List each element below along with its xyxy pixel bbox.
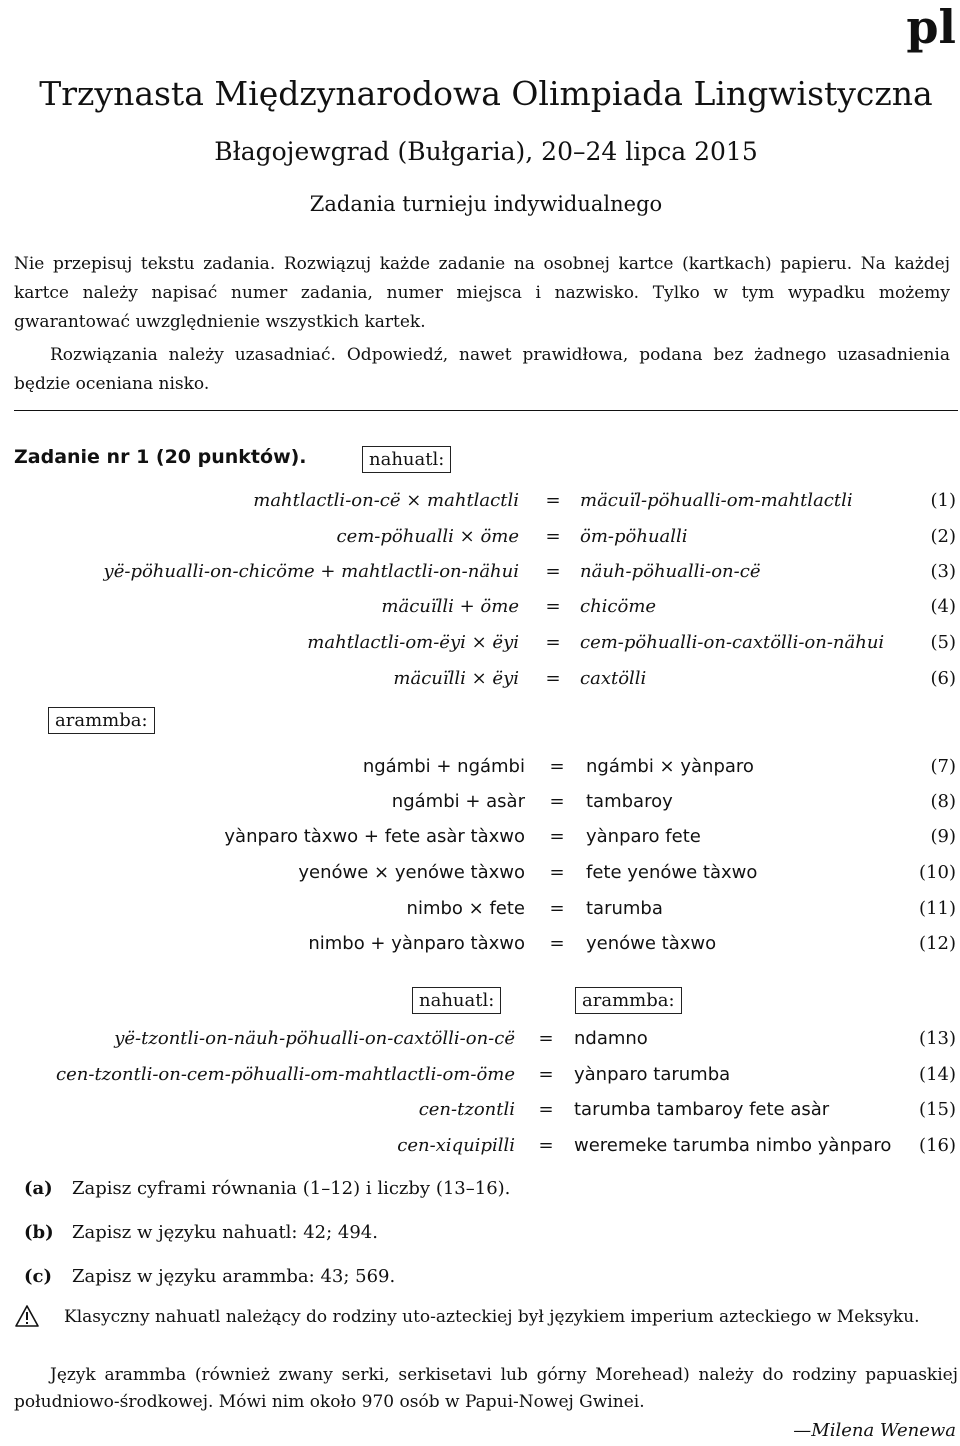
nahuatl-column-label: nahuatl: [412, 987, 501, 1014]
equation-row [0, 668, 960, 700]
equation-row [0, 826, 960, 858]
equation-number: (8) [930, 791, 956, 812]
equation-row [0, 526, 960, 558]
note-nahuatl: Klasyczny nahuatl należący do rodziny uto-azteckiej był językiem imperium azteckiego w Meksyku. [64, 1307, 920, 1327]
question-a [24, 1178, 510, 1199]
equation-rhs: cem-pöhualli-on-caxtölli-on-nähui [580, 632, 885, 653]
equation-rhs: caxtölli [580, 668, 647, 689]
equation-number: (15) [919, 1099, 956, 1120]
arammba-column-label: arammba: [575, 987, 682, 1014]
equation-lhs: yë-tzontli-on-näuh-pöhualli-on-caxtölli-on-cë [114, 1028, 515, 1049]
equals-sign: = [538, 1064, 554, 1085]
equation-rhs: ndamno [574, 1028, 648, 1049]
equation-row [0, 596, 960, 628]
equation-row [0, 561, 960, 593]
equals-sign: = [545, 668, 561, 689]
equation-number: (6) [930, 668, 956, 689]
equation-number: (14) [919, 1064, 956, 1085]
equals-sign: = [545, 596, 561, 617]
nahuatl-label-box: nahuatl: [362, 446, 451, 473]
equals-sign: = [545, 490, 561, 511]
language-code: pl [906, 0, 956, 54]
instructions-paragraph-2: Rozwiązania należy uzasadniać. Odpowiedź, nawet prawidłowa, podana bez żadnego uzasadnienia będzie oceniana nisko. [14, 345, 950, 394]
equation-number: (12) [919, 933, 956, 954]
equation-row [0, 862, 960, 894]
equals-sign: = [549, 756, 565, 777]
arammba-label-box: arammba: [48, 707, 155, 734]
equation-number: (2) [930, 526, 956, 547]
equation-lhs: cen-xiquipilli [397, 1135, 515, 1156]
note-arammba: Język arammba (również zwany serki, serkisetavi lub górny Morehead) należy do rodziny papuaskiej południowo-środkowej. Mówi nim około 970 osób w Papui-Nowej Gwinei. [14, 1365, 958, 1412]
equation-row [0, 1135, 960, 1167]
equals-sign: = [538, 1099, 554, 1120]
equation-number: (1) [930, 490, 956, 511]
equation-rhs: yànparo fete [586, 826, 701, 847]
equation-rhs: öm-pöhualli [580, 526, 688, 547]
equation-rhs: tarumba [586, 898, 663, 919]
equals-sign: = [549, 898, 565, 919]
equation-rhs: yànparo tarumba [574, 1064, 731, 1085]
equation-rhs: weremeke tarumba nimbo yànparo [574, 1135, 892, 1156]
question-label: (c) [24, 1266, 52, 1287]
equation-rhs: näuh-pöhualli-on-cë [580, 561, 761, 582]
equals-sign: = [538, 1028, 554, 1049]
equation-lhs: cen-tzontli [418, 1099, 515, 1120]
equation-lhs: cen-tzontli-on-cem-pöhualli-om-mahtlactli-om-öme [56, 1064, 515, 1085]
equation-number: (9) [930, 826, 956, 847]
equation-row [0, 490, 960, 522]
question-text: Zapisz w języku nahuatl: 42; 494. [72, 1222, 378, 1243]
equation-row [0, 898, 960, 930]
equation-lhs: yë-pöhualli-on-chicöme + mahtlactli-on-nähui [103, 561, 519, 582]
equation-row [0, 632, 960, 664]
horizontal-rule [14, 410, 958, 411]
question-text: Zapisz w języku arammba: 43; 569. [72, 1266, 396, 1287]
equation-number: (4) [930, 596, 956, 617]
equation-row [0, 1099, 960, 1131]
equation-number: (10) [919, 862, 956, 883]
equals-sign: = [545, 632, 561, 653]
equation-number: (5) [930, 632, 956, 653]
equation-rhs: tambaroy [586, 791, 673, 812]
equals-sign: = [545, 526, 561, 547]
equation-row [0, 791, 960, 823]
equation-lhs: nimbo × fete [406, 898, 525, 919]
question-b [24, 1222, 378, 1243]
page-subtitle: Błagojewgrad (Bułgaria), 20–24 lipca 2015 [214, 137, 758, 166]
warning-triangle-icon [14, 1304, 40, 1328]
equation-lhs: mäcuïlli + öme [381, 596, 519, 617]
equation-rhs: fete yenówe tàxwo [586, 862, 758, 883]
equation-lhs: nimbo + yànparo tàxwo [308, 933, 525, 954]
equation-row [0, 1064, 960, 1096]
equation-lhs: yenówe × yenówe tàxwo [298, 862, 525, 883]
page-subsubtitle: Zadania turnieju indywidualnego [309, 192, 663, 216]
equals-sign: = [549, 791, 565, 812]
equation-rhs: mäcuïl-pöhualli-om-mahtlactli [580, 490, 853, 511]
author-credit: —Milena Wenewa [793, 1420, 956, 1441]
equation-rhs: chicöme [580, 596, 657, 617]
equals-sign: = [549, 862, 565, 883]
equation-number: (13) [919, 1028, 956, 1049]
question-label: (a) [24, 1178, 53, 1199]
equals-sign: = [549, 826, 565, 847]
equation-lhs: mahtlactli-om-ëyi × ëyi [307, 632, 519, 653]
equation-number: (11) [919, 898, 956, 919]
equals-sign: = [538, 1135, 554, 1156]
equation-lhs: mäcuïlli × ëyi [393, 668, 519, 689]
equation-lhs: mahtlactli-on-cë × mahtlactli [253, 490, 519, 511]
page-title: Trzynasta Międzynarodowa Olimpiada Lingwistyczna [39, 74, 933, 113]
equation-number: (7) [930, 756, 956, 777]
equals-sign: = [549, 933, 565, 954]
equals-sign: = [545, 561, 561, 582]
question-text: Zapisz cyframi równania (1–12) i liczby (13–16). [72, 1178, 511, 1199]
equation-rhs: tarumba tambaroy fete asàr [574, 1099, 830, 1120]
equation-lhs: ngámbi + asàr [391, 791, 525, 812]
equation-rhs: ngámbi × yànparo [586, 756, 754, 777]
equation-lhs: yànparo tàxwo + fete asàr tàxwo [224, 826, 525, 847]
task-title: Zadanie nr 1 (20 punktów). [14, 446, 307, 468]
equation-row [0, 1028, 960, 1060]
equation-number: (16) [919, 1135, 956, 1156]
question-c [24, 1266, 395, 1287]
question-label: (b) [24, 1222, 54, 1243]
equation-rhs: yenówe tàxwo [586, 933, 717, 954]
instructions-paragraph-1: Nie przepisuj tekstu zadania. Rozwiązuj każde zadanie na osobnej kartce (kartkach) papieru. Na każdej kartce należy napisać numer zadania, numer miejsca i nazwisko. Tylko w tym wypadku możemy gwarantować uwzględnienie wszystkich kartek. [14, 254, 950, 332]
equation-row [0, 756, 960, 788]
equation-lhs: ngámbi + ngámbi [362, 756, 525, 777]
equation-number: (3) [930, 561, 956, 582]
equation-row [0, 933, 960, 965]
equation-lhs: cem-pöhualli × öme [336, 526, 519, 547]
